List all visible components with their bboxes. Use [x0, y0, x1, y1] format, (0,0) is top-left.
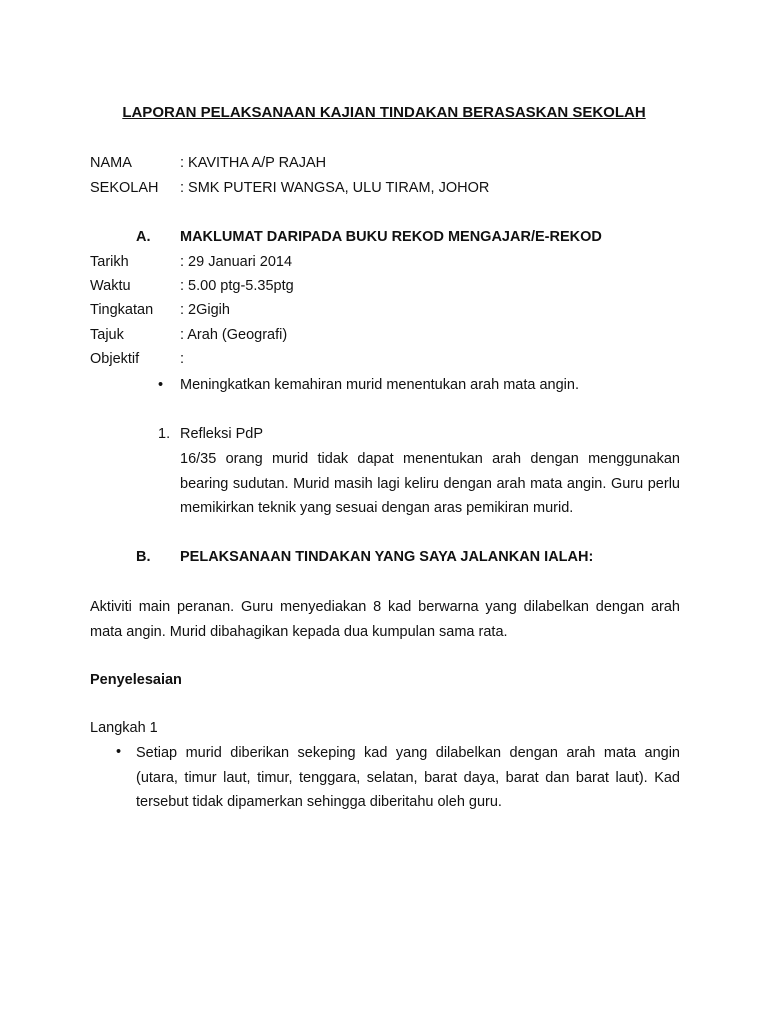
sekolah-label: SEKOLAH [90, 180, 159, 196]
document-title: LAPORAN PELAKSANAAN KAJIAN TINDAKAN BERASASKAN SEKOLAH [122, 104, 646, 121]
section-a-heading: MAKLUMAT DARIPADA BUKU REKOD MENGAJAR/E-REKOD [180, 229, 602, 245]
field-label-waktu: Waktu [90, 278, 131, 294]
objective-bullet-icon: • [158, 377, 164, 393]
step-bullet-text: Setiap murid diberikan sekeping kad yang dilabelkan dengan arah mata angin (utara, timur laut, timur, tenggara, selatan, barat daya, barat dan barat laut). Kad tersebut tidak dipamerkan sehingga diberitahu oleh guru. [136, 745, 680, 810]
reflection-number: 1. [158, 426, 171, 442]
activity-text: Aktiviti main peranan. Guru menyediakan 8 kad berwarna yang dilabelkan dengan arah mata angin. Murid dibahagikan kepada dua kumpulan sama rata. [90, 599, 680, 640]
nama-label: NAMA [90, 155, 132, 171]
field-label-tingkatan: Tingkatan [90, 302, 154, 318]
field-value-tajuk: : Arah (Geografi) [180, 327, 288, 343]
solution-heading: Penyelesaian [90, 672, 182, 688]
sekolah-value: : SMK PUTERI WANGSA, ULU TIRAM, JOHOR [180, 180, 490, 196]
objective-text: Meningkatkan kemahiran murid menentukan arah mata angin. [180, 377, 579, 393]
field-label-tarikh: Tarikh [90, 254, 129, 270]
reflection-text: 16/35 orang murid tidak dapat menentukan arah dengan menggunakan bearing sudutan. Murid masih lagi keliru dengan arah mata angin. Guru perlu memikirkan teknik yang sesuai dengan aras pemikiran murid. [180, 451, 680, 516]
field-label-objektif: Objektif [90, 351, 140, 367]
field-value-tarikh: : 29 Januari 2014 [180, 254, 293, 270]
section-a-letter: A. [136, 229, 151, 245]
step-label: Langkah 1 [90, 720, 158, 736]
nama-value: : KAVITHA A/P RAJAH [180, 155, 327, 171]
section-b-letter: B. [136, 549, 151, 565]
field-value-waktu: : 5.00 ptg-5.35ptg [180, 278, 294, 294]
field-value-objektif: : [180, 351, 185, 367]
reflection-title: Refleksi PdP [180, 426, 264, 442]
field-value-tingkatan: : 2Gigih [180, 302, 230, 318]
field-label-tajuk: Tajuk [90, 327, 124, 343]
step-bullet-icon: • [116, 744, 122, 760]
section-b-heading: PELAKSANAAN TINDAKAN YANG SAYA JALANKAN IALAH: [180, 549, 594, 565]
